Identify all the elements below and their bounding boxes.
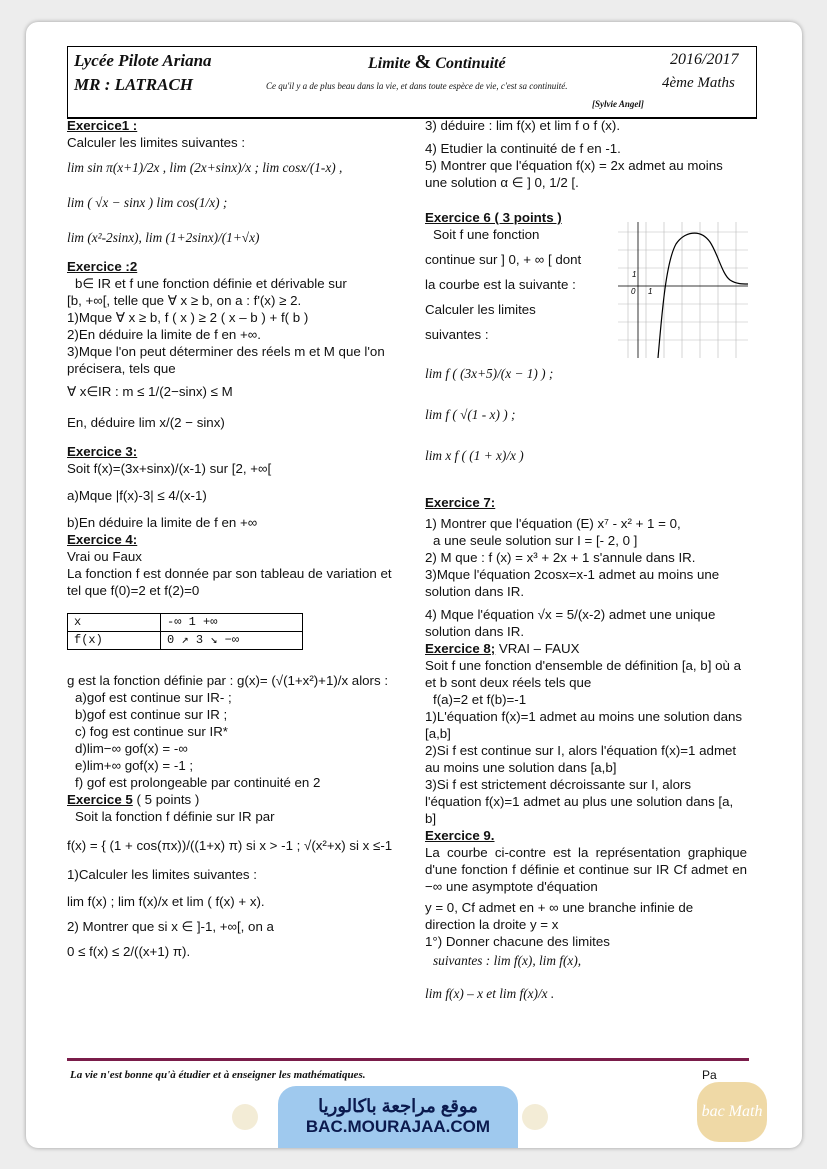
ex2-p5: 3)Mque l'on peut déterminer des réels m et M que l'on précisera, tels que (67, 344, 385, 376)
teacher-name: MR : LATRACH (74, 75, 194, 94)
table-row: x -∞ 1 +∞ (68, 614, 303, 632)
page-label: Pa (702, 1068, 717, 1082)
ex6-p5: suivantes : (425, 327, 489, 342)
ex4-p1: Vrai ou Faux (67, 549, 142, 564)
ex3-title: Exercice 3: (67, 444, 138, 459)
ex4-e: e)lim+∞ gof(x) = -1 ; (75, 758, 194, 773)
ex7-p1b: a une seule solution sur I = [- 2, 0 ] (433, 533, 638, 548)
ex2-p7: En, déduire lim x/(2 − sinx) (67, 415, 225, 430)
ex7-p1: 1) Montrer que l'équation (E) x⁷ - x² + 1 = 0, (425, 516, 681, 531)
ex6-curve-graph (618, 222, 748, 358)
ex1-title: Exercice1 : (67, 118, 138, 133)
ex4-c: c) fog est continue sur IR* (75, 724, 228, 739)
header-box (67, 46, 757, 119)
y-tick-label: 1 (632, 270, 637, 279)
left-logo (232, 1104, 258, 1130)
ex4-title: Exercice 4: (67, 532, 138, 547)
ex4-a: a)gof est continue sur IR- ; (75, 690, 232, 705)
school-name: Lycée Pilote Ariana (74, 51, 212, 70)
ex7-p2: 2) M que : f (x) = x³ + 2x + 1 s'annule dans IR. (425, 550, 696, 565)
ex6-text (425, 226, 611, 343)
ex5-p8: 4) Etudier la continuité de f en -1. (425, 141, 621, 156)
ex7-title: Exercice 7: (425, 495, 496, 510)
ex7-p3: 3)Mque l'équation 2cosx=x-1 admet au moins une solution dans IR. (425, 567, 720, 599)
ex8-heading: Exercice 8; VRAI – FAUX (425, 641, 580, 656)
ex4-b: b)gof est continue sur IR ; (75, 707, 228, 722)
quote: Ce qu'il y a de plus beau dans la vie, et dans toute espèce de vie, c'est sa continuité. (266, 81, 568, 91)
ex4-f: f) gof est prolongeable par continuité en 2 (75, 775, 321, 790)
ex3-p1: Soit f(x)=(3x+sinx)/(x-1) sur [2, +∞[ (67, 461, 272, 476)
origin-label: 0 (631, 287, 636, 296)
ex6-limit-3: lim x f ( (1 + x)/x ) (425, 448, 524, 463)
ex2-p2: [b, +∞[, telle que ∀ x ≥ b, on a : f'(x) ≥ 2. (67, 293, 302, 308)
variation-table (67, 613, 303, 650)
ex1-limits-3: lim (x²-2sinx), lim (1+2sinx)/(1+√x) (67, 230, 260, 245)
site-url: BAC.MOURAJAA.COM (305, 1117, 491, 1136)
site-banner[interactable] (278, 1086, 518, 1148)
ex9-p5: lim f(x) – x et lim f(x)/x . (425, 986, 555, 1001)
ex6-p2: continue sur ] 0, + ∞ [ dont (425, 252, 582, 267)
curve (658, 233, 748, 358)
level: 4ème Maths (662, 75, 735, 91)
ex6-limit-1: lim f ( (3x+5)/(x − 1) ) ; (425, 366, 554, 381)
site-arabic: موقع مراجعة باكالوريا (318, 1096, 478, 1116)
ex2-title: Exercice :2 (67, 259, 138, 274)
ex4-d: d)lim−∞ gof(x) = -∞ (75, 741, 188, 756)
ex9-title: Exercice 9. (425, 828, 495, 843)
footer-motto: La vie n'est bonne qu'à étudier et à enseigner les mathématiques. (70, 1069, 366, 1081)
ex7-p4: 4) Mque l'équation √x = 5/(x-2) admet une unique solution dans IR. (425, 607, 716, 639)
ex8-p5: 3)Si f est strictement décroissante sur I, alors l'équation f(x)=1 admet au plus une solution dans [a, b] (425, 777, 734, 826)
ex9-p1: La courbe ci-contre est la représentation graphique d'une fonction f définie et continue sur IR Cf admet en −∞ une asymptote d'équation (425, 845, 747, 894)
ex1-limits-2: lim ( √x − sinx ) lim cos(1/x) ; (67, 195, 228, 210)
title-limite: Limite & Continuité (368, 51, 506, 73)
ex5-p9: 5) Montrer que l'équation f(x) = 2x admet au moins une solution α ∈ ] 0, 1/2 [. (425, 158, 723, 190)
ex9-p2: y = 0, Cf admet en + ∞ une branche infinie de direction la droite y = x (425, 900, 694, 932)
ex8-p3: 1)L'équation f(x)=1 admet au moins une solution dans [a,b] (425, 709, 743, 741)
ex6-p1: Soit f une fonction (433, 227, 540, 242)
ex9-p4: suivantes : lim f(x), lim f(x), (433, 953, 582, 968)
ex5-p2: f(x) = { (1 + cos(πx))/((1+x) π) si x > -1 ; √(x²+x) si x ≤-1 (67, 838, 393, 853)
ex5-p6: 0 ≤ f(x) ≤ 2/((x+1) π). (67, 944, 191, 959)
ex8-p2: f(a)=2 et f(b)=-1 (433, 692, 527, 707)
ex5-p5: 2) Montrer que si x ∈ ]-1, +∞[, on a (67, 919, 274, 934)
ex1-limits-1: lim sin π(x+1)/2x , lim (2x+sinx)/x ; lim cosx/(1-x) , (67, 160, 343, 175)
bac-math-logo: bac Math (697, 1082, 767, 1142)
school-year: 2016/2017 (670, 51, 739, 68)
ex5-p4: lim f(x) ; lim f(x)/x et lim ( f(x) + x). (67, 894, 265, 909)
ex6-p3: la courbe est la suivante : (425, 277, 576, 292)
ex2-p1: b∈ IR et f une fonction définie et dérivable sur (75, 276, 347, 291)
right-logo (522, 1104, 548, 1130)
table-row: f(x) 0 ↗ 3 ↘ −∞ (68, 632, 303, 650)
ex8-p4: 2)Si f est continue sur I, alors l'équation f(x)=1 admet au moins une solution dans [a,b] (425, 743, 737, 775)
ex2-p4: 2)En déduire la limite de f en +∞. (67, 327, 261, 342)
ex4-p3: g est la fonction définie par : g(x)= (√(1+x²)+1)/x alors : (67, 673, 389, 688)
left-column (67, 117, 405, 960)
footer-rule (67, 1058, 749, 1061)
ex6-p4: Calculer les limites (425, 302, 536, 317)
ex5-p1: Soit la fonction f définie sur IR par (75, 809, 275, 824)
ex5-heading: Exercice 5 ( 5 points ) (67, 792, 200, 807)
ex2-p6: ∀ x∈IR : m ≤ 1/(2−sinx) ≤ M (67, 384, 233, 399)
ex8-p1: Soit f une fonction d'ensemble de définition [a, b] où a et b sont deux réels tels que (425, 658, 741, 690)
ex3-p2: a)Mque |f(x)-3| ≤ 4/(x-1) (67, 488, 207, 503)
x-tick-label: 1 (648, 287, 653, 296)
ex9-p3: 1°) Donner chacune des limites (425, 934, 610, 949)
quote-author: [Sylvie Angel] (592, 99, 644, 109)
ex6-title: Exercice 6 ( 3 points ) (425, 210, 562, 225)
ex1-text: Calculer les limites suivantes : (67, 135, 246, 150)
ex5-p3: 1)Calculer les limites suivantes : (67, 867, 257, 882)
ex2-p3: 1)Mque ∀ x ≥ b, f ( x ) ≥ 2 ( x – b ) + f( b ) (67, 310, 309, 325)
ex5-p7: 3) déduire : lim f(x) et lim f o f (x). (425, 118, 621, 133)
ex4-p2: La fonction f est donnée par son tableau de variation et tel que f(0)=2 et f(2)=0 (67, 566, 392, 598)
ex6-limit-2: lim f ( √(1 - x) ) ; (425, 407, 516, 422)
ex3-p3: b)En déduire la limite de f en +∞ (67, 515, 258, 530)
